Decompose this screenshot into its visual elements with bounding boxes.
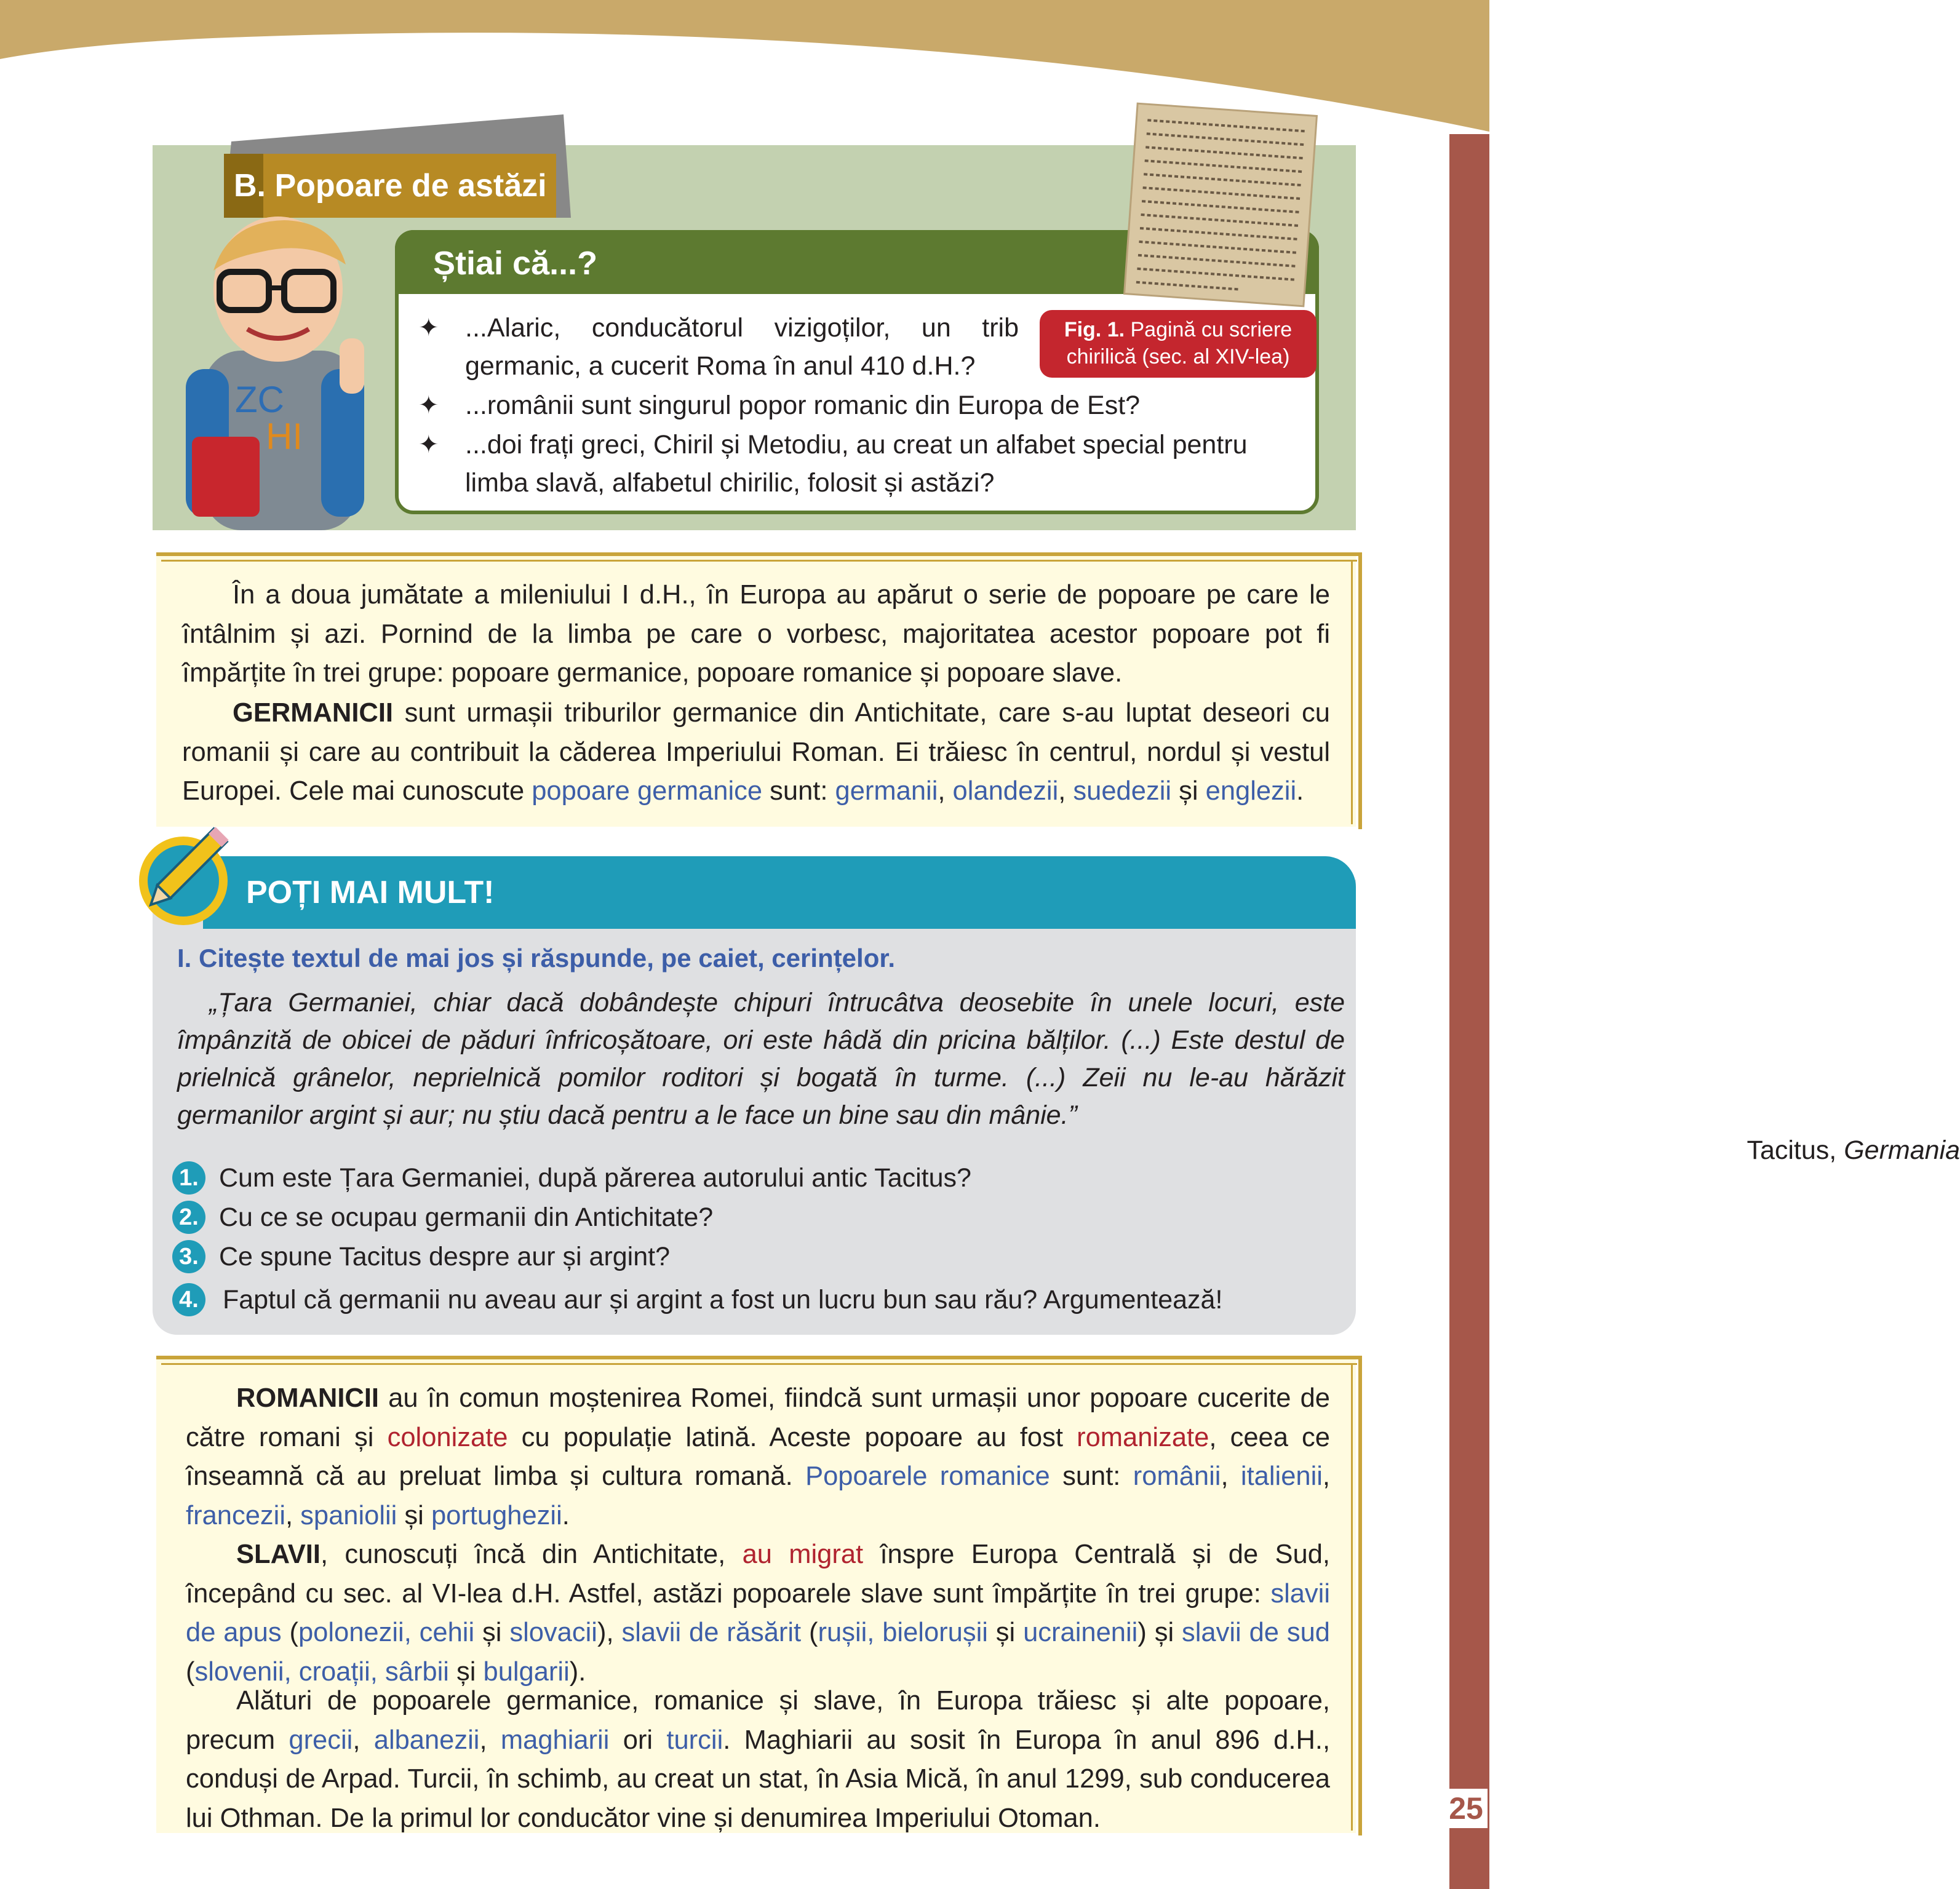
paragraph-text: Alături de popoarele germanice, romanice și slave, în Europa trăiesc și alte popoare, precum bbox=[186, 1686, 1330, 1755]
separator: , bbox=[285, 1500, 301, 1530]
fact-1: ...Alaric, conducătorul vizigoților, un trib germanic, a cucerit Roma în anul 410 d.H.? bbox=[465, 313, 1019, 381]
star-bullet-icon: ✦ bbox=[418, 392, 439, 419]
people-germanii: germanii bbox=[835, 776, 938, 806]
paragraph-text: sunt: bbox=[1050, 1461, 1133, 1491]
page-number: 25 bbox=[1444, 1789, 1488, 1828]
people-spaniolii: spaniolii bbox=[300, 1500, 397, 1530]
other-peoples-paragraph bbox=[186, 1682, 1330, 1838]
frame-right-2 bbox=[1358, 1356, 1362, 1835]
people-francezii: francezii bbox=[186, 1500, 285, 1530]
exercise-title: POȚI MAI MULT! bbox=[246, 875, 495, 910]
separator: , bbox=[479, 1725, 501, 1755]
section-b-title: B. Popoare de astăzi bbox=[234, 168, 547, 204]
people-bulgarii: bulgarii bbox=[483, 1656, 570, 1687]
figure-caption-text: Pagină cu scriere chirilică (sec. al XIV-lea) bbox=[1066, 318, 1293, 368]
separator: și bbox=[448, 1656, 484, 1687]
fact-2: ...românii sunt singurul popor romanic din Europa de Est? bbox=[465, 391, 1141, 420]
svg-text:HI: HI bbox=[266, 416, 303, 457]
question-text: Ce spune Tacitus despre aur și argint? bbox=[219, 1242, 671, 1271]
separator: . bbox=[1296, 776, 1304, 806]
separator: , bbox=[1058, 776, 1074, 806]
paragraph-text: cu populație latină. Aceste popoare au fost bbox=[508, 1422, 1077, 1452]
separator: și bbox=[1146, 1618, 1182, 1647]
star-bullet-icon: ✦ bbox=[418, 314, 439, 341]
frame-right-1b bbox=[1351, 560, 1353, 824]
question-number: 3. bbox=[172, 1240, 205, 1273]
term-east-slavs: slavii de răsărit bbox=[621, 1618, 802, 1647]
figure-caption bbox=[1040, 310, 1317, 378]
question-text: Faptul că germanii nu aveau aur și argint a fost un lucru bun sau rău? Argumentează! bbox=[223, 1285, 1223, 1314]
source-author: Tacitus, bbox=[1747, 1135, 1844, 1165]
separator: , bbox=[1221, 1461, 1241, 1491]
frame-top-1 bbox=[156, 552, 1362, 556]
frame-top-2b bbox=[161, 1363, 1357, 1365]
term-south-slavs: slavii de sud bbox=[1182, 1618, 1330, 1647]
source-work: Germania bbox=[1844, 1135, 1960, 1165]
frame-right-1 bbox=[1358, 552, 1362, 829]
paragraph-text: , cunoscuți încă din Antichitate, bbox=[320, 1540, 743, 1569]
separator: . bbox=[562, 1500, 570, 1530]
people-suedezii: suedezii bbox=[1073, 776, 1172, 806]
people-olandezii: olandezii bbox=[952, 776, 1059, 806]
star-bullet-icon: ✦ bbox=[418, 431, 439, 458]
people-grecii: grecii bbox=[289, 1725, 353, 1755]
did-you-know-title: Știai că...? bbox=[433, 245, 598, 282]
germanics-paragraph bbox=[182, 694, 1330, 811]
south-slav-peoples: slovenii, croații, sârbii bbox=[194, 1656, 449, 1687]
frame-top-1b bbox=[161, 560, 1357, 562]
term-germanic-peoples: popoare germanice bbox=[532, 776, 763, 806]
intro-paragraph: În a doua jumătate a mileniului I d.H., în Europa au apărut o serie de popoare pe care le întâlnim și azi. Pornind de la limba pe care o vorbesc, majoritatea acestor popoare pot fi împărțite în trei grupe: popoare germanice, popoare romanice și popoare slave. bbox=[182, 580, 1330, 688]
people-englezii: englezii bbox=[1205, 776, 1297, 806]
separator: și bbox=[397, 1500, 431, 1530]
romanics-paragraph bbox=[186, 1379, 1330, 1535]
exercise-task: I. Citește textul de mai jos și răspunde, pe caiet, cerințelor. bbox=[177, 944, 896, 972]
svg-text:ZC: ZC bbox=[235, 379, 284, 420]
romanics-heading: ROMANICII bbox=[236, 1383, 379, 1413]
frame-right-2b bbox=[1351, 1363, 1353, 1831]
separator: , bbox=[938, 776, 953, 806]
boy-illustration bbox=[161, 215, 395, 530]
separator: și bbox=[1171, 776, 1206, 806]
term-romanizate: romanizate bbox=[1077, 1422, 1209, 1452]
paragraph-text: sunt: bbox=[762, 776, 835, 806]
question-number: 2. bbox=[172, 1201, 205, 1234]
people-turcii: turcii bbox=[666, 1725, 723, 1755]
paragraph-text: . Maghiarii au sosit în Europa în anul 896 d.H., conduși de Arpad. Turcii, în schimb, au creat un stat, în Asia Mică, în anul 1299, sub conducerea lui Othman. De la primul lor conducător vine și denumirea Imperiului Otoman. bbox=[186, 1725, 1331, 1833]
question-text: Cu ce se ocupau germanii din Antichitate? bbox=[219, 1203, 714, 1232]
separator: , bbox=[353, 1725, 374, 1755]
people-italienii: italienii bbox=[1240, 1461, 1323, 1491]
people-ucrainenii: ucrainenii bbox=[1023, 1618, 1138, 1647]
separator: și bbox=[987, 1618, 1024, 1647]
people-albanezii: albanezii bbox=[373, 1725, 480, 1755]
people-maghiarii: maghiarii bbox=[500, 1725, 610, 1755]
separator: ori bbox=[609, 1725, 667, 1755]
question-text: Cum este Țara Germaniei, după părerea autorului antic Tacitus? bbox=[219, 1163, 971, 1193]
term-colonizate: colonizate bbox=[387, 1422, 508, 1452]
pencil-icon bbox=[127, 824, 231, 929]
term-migrat: au migrat bbox=[742, 1540, 864, 1569]
manuscript-image bbox=[1123, 103, 1318, 306]
paragraph-text: sunt urmașii triburilor germanice din Antichitate, care s-au luptat deseori cu romanii și care au contribuit la căderea Imperiului Roman. Ei trăiesc în centrul, nordul și vestul Europei. Cele mai cunoscute bbox=[182, 698, 1330, 806]
question-number: 4. bbox=[172, 1283, 205, 1316]
separator: , bbox=[1322, 1461, 1331, 1491]
slavs-paragraph: SLAVII, cunoscuți încă din Antichitate, au migrat înspre Europa Centrală și de Sud, începând cu sec. al VI-lea d.H. Astfel, astăzi popoarele slave sunt împărțite în trei grupe: slavii de apus (polonezii, cehii și slovacii), slavii de răsărit (rușii, bielorușii și ucrainenii) și slavii de sud (slovenii, croații, sârbii și bulgarii). bbox=[186, 1540, 1330, 1687]
people-romanii: românii bbox=[1133, 1461, 1221, 1491]
paragraph-text: au în comun moștenirea Romei, fiindcă sunt urmașii unor popoare cucerite de către romani și bbox=[186, 1383, 1330, 1452]
people-portughezii: portughezii bbox=[431, 1500, 562, 1530]
slavs-heading: SLAVII bbox=[236, 1540, 321, 1569]
fact-3: ...doi frați greci, Chiril și Metodiu, au creat un alfabet special pentru limba slavă, alfabetul chirilic, folosit și astăzi? bbox=[465, 430, 1248, 498]
frame-top-2 bbox=[156, 1356, 1362, 1359]
quote-source bbox=[861, 1135, 1960, 1166]
paragraph-text: , ceea ce înseamnă că au preluat limba și cultura romană. bbox=[186, 1422, 1330, 1491]
term-romanic-peoples: Popoarele romanice bbox=[805, 1461, 1050, 1491]
figure-label: Fig. 1. bbox=[1064, 318, 1125, 341]
separator: și bbox=[474, 1618, 510, 1647]
question-number: 1. bbox=[172, 1161, 205, 1195]
germanics-heading: GERMANICII bbox=[233, 698, 393, 728]
paragraph-text: înspre Europa Centrală și de Sud, începând cu sec. al VI-lea d.H. Astfel, astăzi popoarele slave sunt împărțite în trei grupe: bbox=[186, 1540, 1330, 1609]
people-slovacii: slovacii bbox=[509, 1618, 597, 1647]
right-margin-strip bbox=[1449, 134, 1489, 1889]
tacitus-quote: „Țara Germaniei, chiar dacă dobândește chipuri întrucâtva deosebite în unele locuri, este împânzită de obicei de păduri înfricoșătoare, ori este hâdă din pricina bălților. (...) Este destul de prielnică grânelor, neprielnică pomilor roditori și bogată în turme. (...) Zeii nu le-au hărăzit germanilor argint și aur; nu știu dacă pentru a le face un bine sau din mânie.” bbox=[177, 988, 1345, 1130]
west-slav-peoples: polonezii, cehii bbox=[298, 1618, 475, 1647]
term-west-slavs: slavii de apus bbox=[186, 1578, 1330, 1647]
east-slav-peoples: rușii, bielorușii bbox=[818, 1618, 988, 1647]
